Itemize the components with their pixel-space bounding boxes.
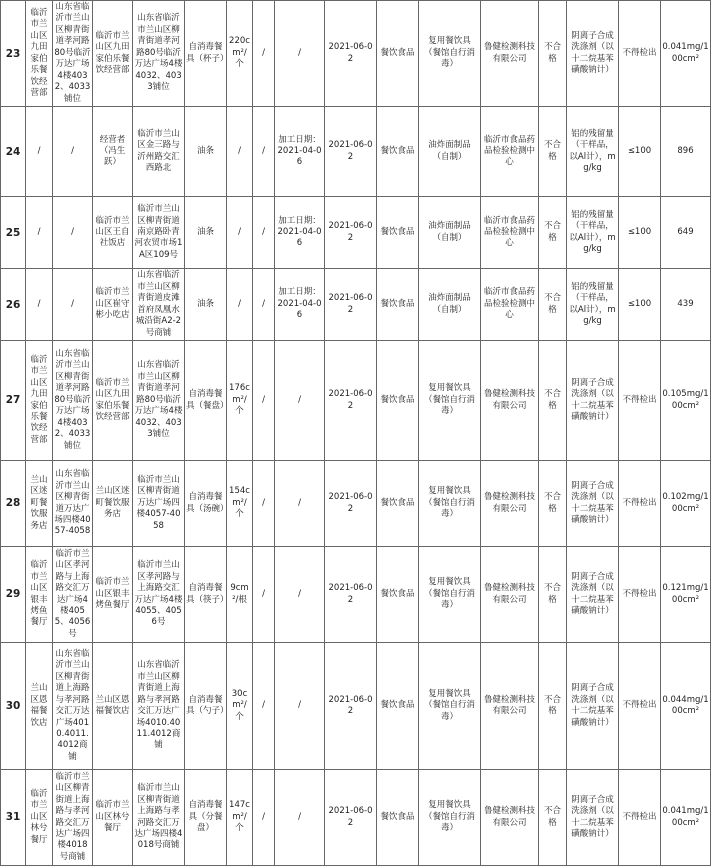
test-result-cell: 不合格: [539, 461, 567, 547]
specification-cell: /: [227, 269, 253, 341]
row-number-cell: 30: [1, 643, 26, 770]
seller-name-cell: 临沂市兰山区王自社饭店: [93, 197, 133, 269]
table-row: [1, 197, 711, 269]
failed-item-cell: 阴离子合成洗涤剂（以十二烷基苯磺酸钠计）: [567, 547, 619, 643]
brand-cell: /: [253, 269, 275, 341]
seller-name-cell: 兰山区恩福餐饮店: [93, 643, 133, 770]
food-category-cell: 餐饮食品: [377, 643, 419, 770]
producer-name-cell: /: [26, 197, 53, 269]
standard-value-cell: 不得检出: [619, 461, 661, 547]
seller-address-cell: 临沂市兰山区孝河路与上海路交汇万达广场4楼4055、4056号: [133, 547, 185, 643]
measured-value-cell: 0.121mg/100cm²: [661, 547, 711, 643]
table-row: [1, 643, 711, 770]
seller-address-cell: 山东省临沂市兰山区柳青街道孝河路80号临沂万达广场4楼4032、4033铺位: [133, 341, 185, 461]
brand-cell: /: [253, 107, 275, 197]
check-date-cell: 2021-06-02: [325, 547, 377, 643]
testing-lab-cell: 鲁健检测科技有限公司: [481, 547, 539, 643]
standard-value-cell: 不得检出: [619, 643, 661, 770]
production-date-cell: 加工日期：2021-04-06: [275, 269, 325, 341]
brand-cell: /: [253, 770, 275, 866]
testing-lab-cell: 鲁健检测科技有限公司: [481, 643, 539, 770]
row-number-cell: 29: [1, 547, 26, 643]
producer-name-cell: 兰山区迷町餐饮服务店: [26, 461, 53, 547]
test-result-cell: 不合格: [539, 643, 567, 770]
measured-value-cell: 896: [661, 107, 711, 197]
testing-lab-cell: 临沂市食品药品检验检测中心: [481, 107, 539, 197]
food-subcategory-cell: 油炸面制品（自制）: [419, 197, 481, 269]
failed-item-cell: 铝的残留量（干样品，以Al计），mg/kg: [567, 197, 619, 269]
seller-address-cell: 临沂市兰山区柳青街道南京路卧青河农贸市场1A区109号: [133, 197, 185, 269]
producer-address-cell: 临沂市兰山区柳青街道上海路与孝河路交汇万达广场四楼4018号商铺: [53, 770, 93, 866]
check-date-cell: 2021-06-02: [325, 269, 377, 341]
seller-address-cell: 山东省临沂市兰山区柳青街道上海路与孝河路交汇万达广场4010.4011.4012商铺: [133, 643, 185, 770]
specification-cell: 147cm²/个: [227, 770, 253, 866]
failed-item-cell: 阴离子合成洗涤剂（以十二烷基苯磺酸钠计）: [567, 770, 619, 866]
producer-address-cell: /: [53, 107, 93, 197]
table-row: [1, 341, 711, 461]
row-number-cell: 28: [1, 461, 26, 547]
producer-address-cell: 山东省临沂市兰山区柳青街道孝河路80号临沂万达广场4楼4032、4033铺位: [53, 341, 93, 461]
measured-value-cell: 0.041mg/100cm²: [661, 1, 711, 107]
brand-cell: /: [253, 197, 275, 269]
failed-item-cell: 阴离子合成洗涤剂（以十二烷基苯磺酸钠计）: [567, 461, 619, 547]
production-date-cell: /: [275, 547, 325, 643]
brand-cell: /: [253, 1, 275, 107]
table-row: [1, 107, 711, 197]
table-row: [1, 461, 711, 547]
row-number-cell: 23: [1, 1, 26, 107]
test-result-cell: 不合格: [539, 269, 567, 341]
food-category-cell: 餐饮食品: [377, 1, 419, 107]
producer-address-cell: /: [53, 269, 93, 341]
specification-cell: /: [227, 107, 253, 197]
food-category-cell: 餐饮食品: [377, 107, 419, 197]
production-date-cell: /: [275, 1, 325, 107]
row-number-cell: 24: [1, 107, 26, 197]
specification-cell: 154cm²/个: [227, 461, 253, 547]
sample-name-cell: 自消毒餐具（汤碗）: [185, 461, 227, 547]
specification-cell: 30cm²/个: [227, 643, 253, 770]
testing-lab-cell: 鲁健检测科技有限公司: [481, 461, 539, 547]
production-date-cell: /: [275, 461, 325, 547]
standard-value-cell: 不得检出: [619, 341, 661, 461]
test-result-cell: 不合格: [539, 1, 567, 107]
failed-item-cell: 阴离子合成洗涤剂（以十二烷基苯磺酸钠计）: [567, 1, 619, 107]
row-number-cell: 26: [1, 269, 26, 341]
check-date-cell: 2021-06-02: [325, 341, 377, 461]
food-category-cell: 餐饮食品: [377, 461, 419, 547]
seller-address-cell: 临沂市兰山区柳青街道上海路与孝河路交汇万达广场四楼4018号商铺: [133, 770, 185, 866]
testing-lab-cell: 临沂市食品药品检验检测中心: [481, 197, 539, 269]
brand-cell: /: [253, 547, 275, 643]
testing-lab-cell: 鲁健检测科技有限公司: [481, 1, 539, 107]
producer-name-cell: 临沂市兰山区九田家伯乐餐饮经营部: [26, 341, 53, 461]
producer-address-cell: 山东省临沂市兰山区柳青街道万达广场四楼4057-4058: [53, 461, 93, 547]
test-result-cell: 不合格: [539, 341, 567, 461]
sample-name-cell: 油条: [185, 269, 227, 341]
measured-value-cell: 0.044mg/100cm²: [661, 643, 711, 770]
seller-address-cell: 临沂市兰山区柳青街道万达广场四楼4057-4058: [133, 461, 185, 547]
producer-address-cell: 山东省临沂市兰山区柳青街道上海路与孝河路交汇万达广场4010.4011.4012商铺: [53, 643, 93, 770]
sample-name-cell: 自消毒餐具（餐盘）: [185, 341, 227, 461]
brand-cell: /: [253, 341, 275, 461]
table-row: [1, 770, 711, 866]
specification-cell: 9cm²/根: [227, 547, 253, 643]
producer-name-cell: 临沂市兰山区林兮餐厅: [26, 770, 53, 866]
check-date-cell: 2021-06-02: [325, 461, 377, 547]
standard-value-cell: ≤100: [619, 269, 661, 341]
food-subcategory-cell: 复用餐饮具（餐馆自行消毒）: [419, 770, 481, 866]
measured-value-cell: 439: [661, 269, 711, 341]
testing-lab-cell: 鲁健检测科技有限公司: [481, 770, 539, 866]
standard-value-cell: 不得检出: [619, 770, 661, 866]
production-date-cell: 加工日期：2021-04-06: [275, 197, 325, 269]
measured-value-cell: 0.102mg/100cm²: [661, 461, 711, 547]
seller-address-cell: 山东省临沂市兰山区柳青街道孝河路80号临沂万达广场4楼4032、4033铺位: [133, 1, 185, 107]
test-result-cell: 不合格: [539, 197, 567, 269]
food-category-cell: 餐饮食品: [377, 547, 419, 643]
seller-name-cell: 经营者（冯生跃）: [93, 107, 133, 197]
food-subcategory-cell: 复用餐饮具（餐馆自行消毒）: [419, 643, 481, 770]
seller-name-cell: 临沂市兰山区银丰烤鱼餐厅: [93, 547, 133, 643]
sample-name-cell: 油条: [185, 107, 227, 197]
food-subcategory-cell: 复用餐饮具（餐馆自行消毒）: [419, 341, 481, 461]
producer-name-cell: 临沂市兰山区银丰烤鱼餐厅: [26, 547, 53, 643]
food-category-cell: 餐饮食品: [377, 269, 419, 341]
sample-name-cell: 自消毒餐具（勺子）: [185, 643, 227, 770]
food-category-cell: 餐饮食品: [377, 341, 419, 461]
food-category-cell: 餐饮食品: [377, 770, 419, 866]
producer-name-cell: /: [26, 107, 53, 197]
producer-name-cell: 临沂市兰山区九田家伯乐餐饮经营部: [26, 1, 53, 107]
check-date-cell: 2021-06-02: [325, 197, 377, 269]
producer-address-cell: /: [53, 197, 93, 269]
standard-value-cell: ≤100: [619, 197, 661, 269]
specification-cell: /: [227, 197, 253, 269]
standard-value-cell: 不得检出: [619, 1, 661, 107]
brand-cell: /: [253, 461, 275, 547]
seller-name-cell: 临沂市兰山区崔守彬小吃店: [93, 269, 133, 341]
failed-item-cell: 阴离子合成洗涤剂（以十二烷基苯磺酸钠计）: [567, 643, 619, 770]
seller-name-cell: 临沂市兰山区林兮餐厅: [93, 770, 133, 866]
measured-value-cell: 649: [661, 197, 711, 269]
table-row: [1, 269, 711, 341]
sample-name-cell: 自消毒餐具（杯子）: [185, 1, 227, 107]
sample-name-cell: 自消毒餐具（分餐盘）: [185, 770, 227, 866]
sample-name-cell: 自消毒餐具（筷子）: [185, 547, 227, 643]
specification-cell: 220cm²/个: [227, 1, 253, 107]
production-date-cell: /: [275, 341, 325, 461]
measured-value-cell: 0.041mg/100cm²: [661, 770, 711, 866]
specification-cell: 176cm²/个: [227, 341, 253, 461]
production-date-cell: /: [275, 770, 325, 866]
standard-value-cell: ≤100: [619, 107, 661, 197]
testing-lab-cell: 临沂市食品药品检验检测中心: [481, 269, 539, 341]
food-subcategory-cell: 油炸面制品（自制）: [419, 269, 481, 341]
test-result-cell: 不合格: [539, 770, 567, 866]
check-date-cell: 2021-06-02: [325, 107, 377, 197]
producer-name-cell: 兰山区恩福餐饮店: [26, 643, 53, 770]
producer-address-cell: 山东省临沂市兰山区柳青街道孝河路80号临沂万达广场4楼4032、4033铺位: [53, 1, 93, 107]
food-subcategory-cell: 复用餐饮具（餐馆自行消毒）: [419, 1, 481, 107]
producer-address-cell: 临沂市兰山区孝河路与上海路交汇万达广场4楼4055、4056号: [53, 547, 93, 643]
food-category-cell: 餐饮食品: [377, 197, 419, 269]
check-date-cell: 2021-06-02: [325, 1, 377, 107]
producer-name-cell: /: [26, 269, 53, 341]
food-subcategory-cell: 复用餐饮具（餐馆自行消毒）: [419, 547, 481, 643]
row-number-cell: 25: [1, 197, 26, 269]
seller-address-cell: 山东省临沂市兰山区柳青街道皮滩首府凤凰水城沿街A2-2号商铺: [133, 269, 185, 341]
standard-value-cell: 不得检出: [619, 547, 661, 643]
production-date-cell: 加工日期：2021-04-06: [275, 107, 325, 197]
failed-item-cell: 阴离子合成洗涤剂（以十二烷基苯磺酸钠计）: [567, 341, 619, 461]
failed-item-cell: 铝的残留量（干样品，以Al计），mg/kg: [567, 107, 619, 197]
table-row: [1, 547, 711, 643]
row-number-cell: 27: [1, 341, 26, 461]
seller-name-cell: 临沂市兰山区九田家伯乐餐饮经营部: [93, 1, 133, 107]
check-date-cell: 2021-06-02: [325, 770, 377, 866]
testing-lab-cell: 鲁健检测科技有限公司: [481, 341, 539, 461]
test-result-cell: 不合格: [539, 107, 567, 197]
food-subcategory-cell: 油炸面制品（自制）: [419, 107, 481, 197]
production-date-cell: /: [275, 643, 325, 770]
test-result-cell: 不合格: [539, 547, 567, 643]
seller-address-cell: 临沂市兰山区金三路与沂州路交汇西路北: [133, 107, 185, 197]
food-subcategory-cell: 复用餐饮具（餐馆自行消毒）: [419, 461, 481, 547]
row-number-cell: 31: [1, 770, 26, 866]
seller-name-cell: 兰山区迷町餐饮服务店: [93, 461, 133, 547]
seller-name-cell: 临沂市兰山区九田家伯乐餐饮经营部: [93, 341, 133, 461]
measured-value-cell: 0.105mg/100cm²: [661, 341, 711, 461]
brand-cell: /: [253, 643, 275, 770]
failed-item-cell: 铝的残留量（干样品，以Al计），mg/kg: [567, 269, 619, 341]
check-date-cell: 2021-06-02: [325, 643, 377, 770]
table-row: [1, 1, 711, 107]
sample-name-cell: 油条: [185, 197, 227, 269]
